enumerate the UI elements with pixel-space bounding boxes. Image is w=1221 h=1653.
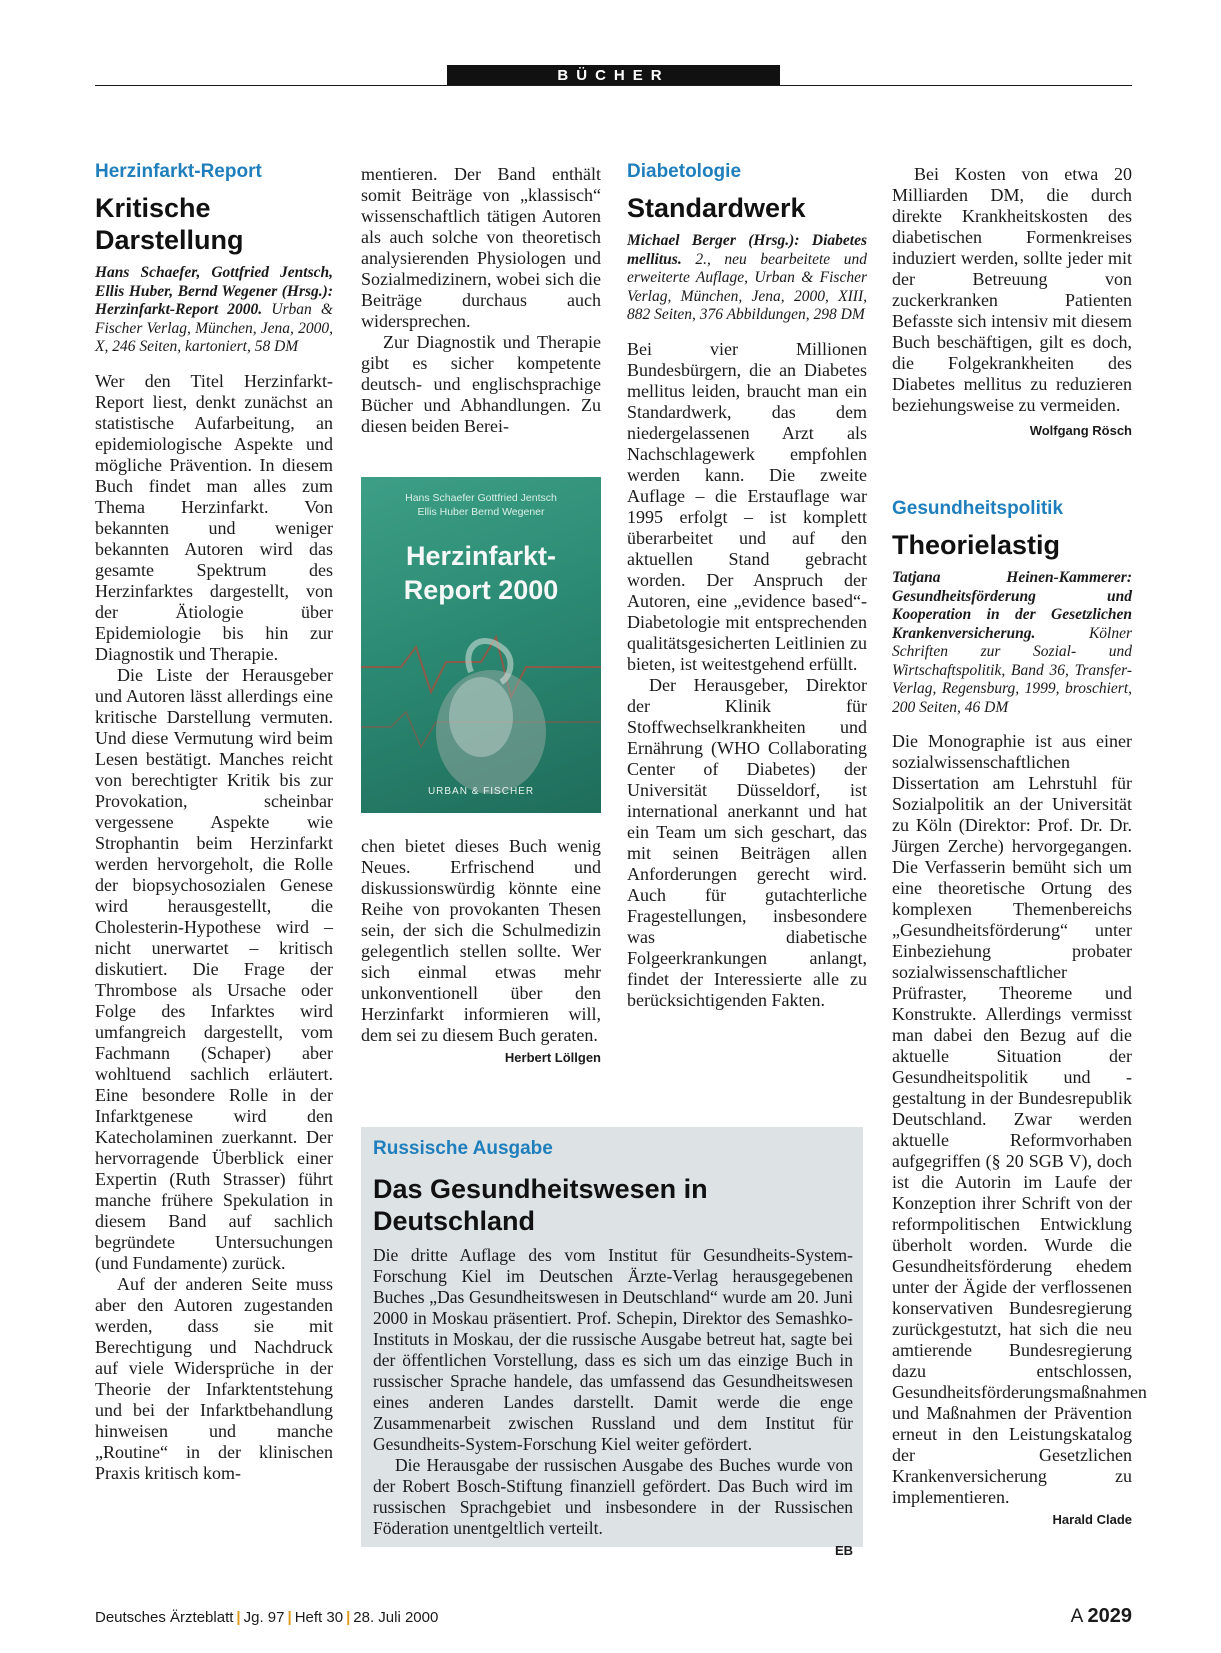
article-kicker: Herzinfarkt-Report <box>95 161 262 182</box>
book-reference <box>95 264 333 357</box>
author-signature: EB <box>834 1543 853 1558</box>
article-headline: Standardwerk <box>627 193 806 223</box>
article-diabetologie-column <box>627 160 867 1011</box>
paragraph: mentieren. Der Band enthält somit Beiträge von „klassisch“ wissenschaftlich tätigen Autoren als auch solche von theoretisch analysierenden Physiologen und Sozialmedizinern, wobei sich die Beiträge durchaus auch widersprechen. <box>361 164 601 331</box>
box-body <box>373 1245 853 1558</box>
journal-date: 28. Juli 2000 <box>353 1609 439 1626</box>
paragraph: Zur Diagnostik und Therapie gibt es sicher kompetente deutsch- und englischsprachige Bücher und Abhandlungen. Zu diesen beiden Berei- <box>361 332 601 436</box>
article-herzinfarkt-end <box>361 836 601 1065</box>
book-reference-details: Urban & Fischer Verlag, München, Jena, 2000, X, 246 Seiten, kartoniert, 58 DM <box>95 301 333 355</box>
box-headline: Das Gesundheitswesen in Deutschland <box>373 1174 708 1236</box>
cover-title: Herzinfarkt- Report 2000 <box>403 541 559 605</box>
paragraph: chen bietet dieses Buch wenig Neues. Erfrischend und diskussionswürdig könnte eine Reihe von provokanten Thesen sein, der sich die Schulmedizin gelegentlich stellen sollte. Wer sich einmal etwas mehr unkonventionell über den Herzinfarkt informieren will, dem sei zu diesem Buch geraten. <box>361 836 601 1045</box>
paragraph: Die Liste der Herausgeber und Autoren lässt allerdings eine kritische Darstellung vermuten. Und diese Vermutung wird beim Lesen bestätigt. Manches reicht von berechtigter Kritik bis zur Provokation, scheinbar vergessene Aspekte wie Strophantin beim Herzinfarkt werden hervorgeholt, die Rolle der biopsychosozialen Genese wird herausgestellt, die Cholesterin-Hypothese wird – nicht unerwartet – kritisch diskutiert. Die Frage der Thrombose als Ursache oder Folge des Infarktes wird umfangreich dargestellt, vom Fachmann (Schaper) aber wohltuend sachlich erläutert. Eine besondere Rolle in der Infarktgenese wird den Katecholaminen zuerkannt. Der hervorragende Überblick einer Expertin (Ruth Strasser) führt manche frühere Spekulation in diesem Band auf sachlich begründete Untersuchungen (und Fundamente) zurück. <box>95 664 333 1273</box>
paragraph: Wer den Titel Herzinfarkt-Report liest, denkt zunächst an statistische Aufarbeitung, an epidemiologische Aspekte und mögliche Prävention. In diesem Buch findet man alles zum Thema Herzinfarkt. Von bekannten und weniger bekannten Autoren wird das gesamte Spektrum des Herzinfarktes dargestellt, von der Ätiologie über Epidemiologie bis hin zur Diagnostik und Therapie. <box>95 370 333 664</box>
journal-issue: Heft 30 <box>294 1609 344 1626</box>
news-box-russische-ausgabe <box>361 1127 863 1558</box>
book-reference <box>627 232 867 325</box>
paragraph: Der Herausgeber, Direktor der Klinik für Stoffwechselkrankheiten und Ernährung (WHO Collaborating Center of Diabetes) der Universität Düsseldorf, ist international anerkannt und hat ein Team um sich geschart, das mit seinen Beiträgen allen Anforderungen gerecht wird. Auch für gutachterliche Fragestellungen, insbesondere was diabetische Folgeerkrankungen anlangt, findet der Interessierte alle zu berücksichtigenden Fakten. <box>627 674 867 1010</box>
heart-illustration <box>361 477 601 813</box>
book-reference-authors: Hans Schaefer, Gottfried Jentsch, Ellis Huber, Bernd Wegener (Hrsg.): Herzinfarkt-Report 2000. <box>95 264 333 318</box>
article-headline: Kritische Darstellung <box>95 193 244 255</box>
article-herzinfarkt-continuation <box>361 164 601 437</box>
author-signature: Wolfgang Rösch <box>1029 423 1132 438</box>
article-headline: Theorielastig <box>892 530 1061 560</box>
header-rule <box>95 85 1132 86</box>
paragraph: Bei vier Millionen Bundesbürgern, die an Diabetes mellitus leiden, braucht man ein Standardwerk, das dem niedergelassenen Arzt als Nachschlagewerk empfohlen werden kann. Die zweite Auflage – die Erstauflage war 1995 erfolgt – ist komplett überarbeitet und auf den aktuellen Stand gebracht worden. Der Anspruch der Autoren, eine „evidence based“-Diabetologie mit entsprechenden qualitätsgesicherten Leitlinien zu bieten, ist weitestgehend erfüllt. <box>627 338 867 674</box>
book-reference-authors: Michael Berger (Hrsg.): Diabetes mellitus. <box>627 232 867 268</box>
box-kicker: Russische Ausgabe <box>373 1138 553 1159</box>
book-reference-authors: Tatjana Heinen-Kammerer: Gesundheitsförderung und Kooperation in der Gesetzlichen Krankenversicherung. <box>892 569 1132 642</box>
article-diabetologie-continuation <box>892 164 1132 441</box>
book-reference <box>892 569 1132 717</box>
article-kicker: Gesundheitspolitik <box>892 498 1064 519</box>
article-body <box>627 339 867 1011</box>
paragraph: Auf der anderen Seite muss aber den Autoren zugestanden werden, dass sie mit Berechtigung und Nachdruck auf viele Widersprüche in der Theorie der Infarktentstehung und bei der Infarktbehandlung hinweisen und manche „Routine“ in der klinischen Praxis kritisch kom- <box>95 1273 333 1483</box>
book-cover-image <box>361 477 601 813</box>
book-reference-details: Kölner Schriften zur Sozial- und Wirtschaftspolitik, Band 36, Transfer-Verlag, Regensburg, 1999, broschiert, 200 Seiten, 46 DM <box>892 624 1132 716</box>
journal-volume: Jg. 97 <box>243 1609 285 1626</box>
article-gesundheitspolitik-column <box>892 497 1147 1527</box>
book-reference-details: 2., neu bearbeitete und erweiterte Auflage, Urban & Fischer Verlag, München, Jena, 2000, XIII, 882 Seiten, 376 Abbildungen, 298 DM <box>627 250 867 323</box>
author-signature: Harald Clade <box>1052 1512 1132 1527</box>
page-footer: Deutsches Ärzteblatt | Jg. 97 | Heft 30 | 28. Juli 2000 A 2029 <box>95 1605 1132 1627</box>
paragraph: Bei Kosten von etwa 20 Milliarden DM, die durch direkte Krankheitskosten des diabetischen Formenkreises induziert werden, sollte jeder mit der Betreuung von zuckerkranken Patienten Befasste sich intensiv mit diesem Buch beschäftigen, gilt es doch, die Folgekrankheiten des Diabetes mellitus zu reduzieren beziehungsweise zu vermeiden. Wolfgang Rösch <box>892 164 1132 416</box>
paragraph: Die Herausgabe der russischen Ausgabe des Buches wurde von der Robert Bosch-Stiftung finanziell gefördert. Das Buch wird im russischen Sprachgebiet und insbesondere in der Russischen Föderation unentgeltlich verteilt. <box>373 1455 853 1538</box>
section-header: BÜCHER <box>447 65 780 86</box>
article-herzinfarkt-column <box>95 160 333 1484</box>
paragraph: Die Monographie ist aus einer sozialwissenschaftlichen Dissertation am Lehrstuhl für Sozialpolitik an der Universität zu Köln (Direktor: Prof. Dr. Dr. Jürgen Zerche) hervorgegangen. Die Verfasserin bemüht sich um eine theoretische Ortung des komplexen Themenbereichs „Gesundheitsförderung“ unter Einbeziehung probater sozialwissenschaftlicher Prüfraster, Theoreme und Konstrukte. Allerdings vermisst man dabei den Bezug auf die aktuelle Situation der Gesundheitspolitik und -gestaltung in der Bundesrepublik Deutschland. Zwar werden aktuelle Reformvorhaben aufgegriffen (§ 20 SGB V), doch ist die Autorin im Laufe der Konzeption ihrer Schrift von der reformpolitischen Entwicklung überholt worden. Wurde die Gesundheitsförderung ehedem unter der Ägide der verflossenen konservativen Bundesregierung zurückgestutzt, hat sich die neu amtierende Bundesregierung dazu entschlossen, Gesundheitsförderungsmaßnahmen und Maßnahmen der Prävention erneut in den Leistungskatalog der Gesetzlichen Krankenversicherung zu implementieren. <box>892 731 1147 1507</box>
article-body <box>95 371 333 1484</box>
cover-publisher: URBAN & FISCHER <box>427 786 535 797</box>
page-number: A 2029 <box>1070 1605 1132 1627</box>
article-body <box>892 731 1147 1527</box>
paragraph: Die dritte Auflage des vom Institut für Gesundheits-System-Forschung Kiel im Deutschen Ärzte-Verlag herausgegebenen Buches „Das Gesundheitswesen in Deutschland“ wurde am 20. Juni 2000 in Moskau präsentiert. Prof. Schepin, Direktor des Semashko-Instituts in Moskau, der die russische Ausgabe betreut hat, sagte bei der öffentlichen Vorstellung, dass es sich um das einzige Buch in russischer Sprache handele, das umfassend das Gesundheitswesen eines anderen Landes darstellt. Damit werde die enge Zusammenarbeit zwischen Russland und dem Institut für Gesundheits-System-Forschung Kiel weiter gefördert. <box>373 1245 853 1454</box>
journal-name: Deutsches Ärzteblatt <box>95 1609 234 1626</box>
author-signature: Herbert Löllgen <box>504 1050 601 1065</box>
article-kicker: Diabetologie <box>627 161 742 182</box>
cover-authors: Hans Schaefer Gottfried Jentsch Ellis Huber Bernd Wegener <box>405 492 557 518</box>
